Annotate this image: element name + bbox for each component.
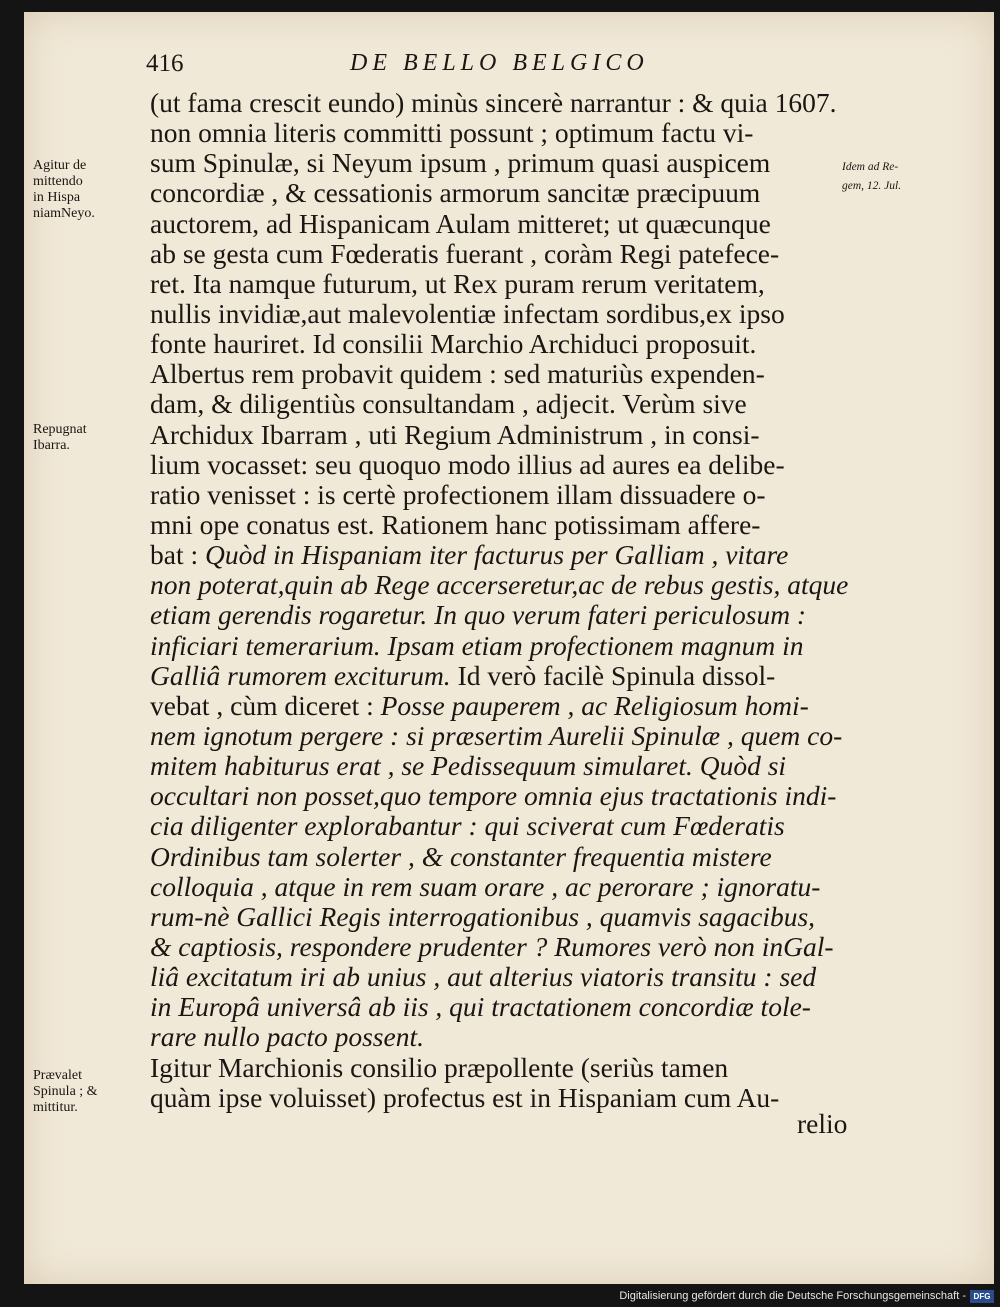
- text-line: concordiæ , & cessationis armorum sancitæ præcipuum: [150, 177, 761, 209]
- text-line: [150, 540, 945, 570]
- text-line: lium vocasset: seu quoquo modo illius ad aures ea delibe-: [150, 448, 785, 480]
- text-italic: Posse pauperem , ac Religiosum homi-: [380, 689, 809, 721]
- margin-note-praevalet: [33, 1068, 98, 1116]
- text-line: [150, 691, 945, 721]
- margin-note-line: Idem ad Re-: [842, 161, 899, 173]
- text-line: sum Spinulæ, si Neyum ipsum , primum quasi auspicem: [150, 147, 771, 179]
- text-roman: bat :: [150, 539, 205, 571]
- margin-note-line: Prævalet: [33, 1068, 82, 1083]
- text-line: rum-nè Gallici Regis interrogationibus , quamvis sagacibus,: [150, 900, 816, 932]
- dfg-logo: DFG: [970, 1290, 994, 1303]
- text-line: ret. Ita namque futurum, ut Rex puram rerum veritatem,: [150, 267, 765, 299]
- margin-note-line: Repugnat: [33, 422, 87, 437]
- text-line: etiam gerendis rogaretur. In quo verum fateri periculosum :: [150, 599, 807, 631]
- text-line: (ut fama crescit eundo) minùs sincerè narrantur : & quia 1607.: [150, 87, 837, 118]
- text-roman: Id verò facilè Spinula dissol-: [450, 659, 776, 691]
- margin-note-line: gem, 12. Jul.: [842, 180, 902, 192]
- margin-note-line: Ibarra.: [33, 438, 70, 453]
- text-line: quàm ipse voluisset) profectus est in Hispaniam cum Au-: [150, 1081, 780, 1113]
- text-italic: Galliâ rumorem exciturum.: [150, 659, 451, 691]
- text-line: Albertus rem probavit quidem : sed maturiùs expenden-: [150, 358, 765, 390]
- text-line: cia diligenter explorabantur : qui sciverat cum Fœderatis: [150, 810, 785, 842]
- page-number: 416: [146, 50, 184, 77]
- text-line: occultari non posset,quo tempore omnia ejus tractationis indi-: [150, 780, 837, 812]
- margin-note-repugnat: [33, 422, 87, 454]
- catchword: relio: [797, 1108, 848, 1139]
- text-line: non omnia literis committi possunt ; optimum factu vi-: [150, 117, 754, 149]
- main-text-block: [150, 88, 945, 1113]
- text-line: Archidux Ibarram , uti Regium Administrum , in consi-: [150, 418, 760, 450]
- text-line: [150, 661, 945, 691]
- margin-note-line: mittitur.: [33, 1100, 78, 1115]
- margin-note-line: mittendo: [33, 174, 83, 189]
- text-line: fonte hauriret. Id consilii Marchio Archiduci proposuit.: [150, 328, 757, 360]
- text-line: mitem habiturus erat , se Pedissequum simularet. Quòd si: [150, 750, 787, 782]
- text-line: auctorem, ad Hispanicam Aulam mitteret; ut quæcunque: [150, 207, 771, 239]
- text-line: ab se gesta cum Fœderatis fuerant , coràm Regi patefece-: [150, 237, 780, 269]
- text-roman: vebat , cùm diceret :: [150, 689, 381, 721]
- text-line: & captiosis, respondere prudenter ? Rumores verò non inGal-: [150, 930, 834, 962]
- margin-note-agitur: [33, 158, 95, 222]
- text-line: nem ignotum pergere : si præsertim Aurelii Spinulæ , quem co-: [150, 719, 843, 751]
- margin-note-line: niamNeyo.: [33, 206, 95, 221]
- text-italic: Quòd in Hispaniam iter facturus per Galliam , vitare: [205, 539, 789, 571]
- footer-credit: Digitalisierung gefördert durch die Deutsche Forschungsgemeinschaft -: [619, 1290, 966, 1302]
- text-line: non poterat,quin ab Rege accerseretur,ac de rebus gestis, atque: [150, 569, 849, 601]
- margin-note-line: Agitur de: [33, 158, 87, 173]
- text-line: inficiari temerarium. Ipsam etiam profectionem magnum in: [150, 629, 804, 661]
- margin-note-line: in Hispa: [33, 190, 81, 205]
- running-head: DE BELLO BELGICO: [350, 50, 649, 76]
- text-line: dam, & diligentiùs consultandam , adjecit. Verùm sive: [150, 388, 747, 420]
- text-line: rare nullo pacto possent.: [150, 1021, 424, 1053]
- text-line: Ordinibus tam solerter , & constanter frequentia mistere: [150, 840, 772, 872]
- margin-note-idem: [842, 158, 901, 196]
- text-line: mni ope conatus est. Rationem hanc potissimam affere-: [150, 508, 761, 540]
- text-line: in Europâ universâ ab iis , qui tractationem concordiæ tole-: [150, 991, 811, 1023]
- text-line: Igitur Marchionis consilio præpollente (seriùs tamen: [150, 1051, 729, 1083]
- text-line: colloquia , atque in rem suam orare , ac perorare ; ignoratu-: [150, 870, 821, 902]
- text-line: liâ excitatum iri ab unius , aut alterius viatoris transitu : sed: [150, 961, 817, 993]
- margin-note-line: Spinula ; &: [33, 1084, 98, 1099]
- text-line: nullis invidiæ,aut malevolentiæ infectam sordibus,ex ipso: [150, 297, 785, 329]
- text-line: ratio venisset : is certè profectionem illam dissuadere o-: [150, 478, 766, 510]
